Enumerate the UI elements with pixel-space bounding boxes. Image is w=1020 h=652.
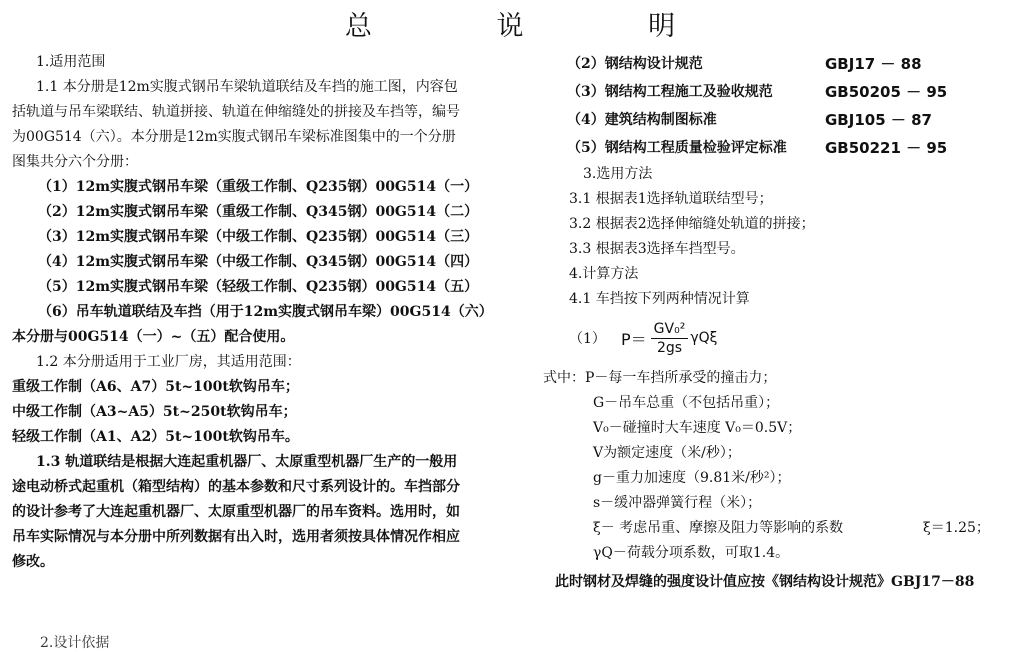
formula-factors: γQξ (690, 330, 718, 346)
paragraph-1-3-line: 修改。 (12, 554, 54, 570)
standard-name: （4）建筑结构制图标准 (567, 112, 717, 128)
volume-list-item: （6）吊车轨道联结及车挡（用于12m实腹式钢吊车梁）00G514（六） (38, 304, 493, 320)
paragraph-1-1-line: 1.1 本分册是12m实腹式钢吊车梁轨道联结及车挡的施工图，内容包 (36, 79, 458, 95)
volume-list-item: （4）12m实腹式钢吊车梁（中级工作制、Q345钢）00G514（四） (38, 254, 479, 270)
paragraph-1-1-line: 图集共分六个分册： (12, 154, 138, 170)
paragraph-1-3-line: 吊车实际情况与本分册中所列数据有出入时，选用者须按具体情况作相应 (12, 529, 460, 545)
variable-definition: V₀－碰撞时大车速度 V₀＝0.5V； (593, 420, 802, 436)
range-item: 重级工作制（A6、A7）5t~100t软钩吊车； (12, 379, 299, 395)
formula-numerator: GV₀² (651, 320, 689, 339)
volume-list-item: （2）12m实腹式钢吊车梁（重级工作制、Q345钢）00G514（二） (38, 204, 479, 220)
impact-formula (555, 314, 1015, 362)
section-4-heading: 4.计算方法 (569, 266, 639, 282)
paragraph-1-1-line: 为00G514（六）。本分册是12m实腹式钢吊车梁标准图集中的一个分册 (12, 129, 456, 145)
standard-row (555, 50, 1015, 78)
xi-value: ξ＝1.25； (923, 520, 990, 536)
variable-definition: G－吊车总重（不包括吊重）； (593, 395, 780, 411)
range-item: 中级工作制（A3~A5）5t~250t软钩吊车； (12, 404, 297, 420)
standard-row (555, 134, 1015, 162)
formula-number: （1） (569, 331, 606, 347)
volume-list-item: （1）12m实腹式钢吊车梁（重级工作制、Q235钢）00G514（一） (38, 179, 479, 195)
section-1-heading: 1.适用范围 (36, 54, 106, 70)
variable-definition: s－缓冲器弹簧行程（米）； (593, 495, 762, 511)
use-with-note: 本分册与00G514（一）~（五）配合使用。 (12, 329, 295, 345)
section-3-heading: 3.选用方法 (583, 166, 653, 182)
xi-definition (555, 516, 1015, 541)
right-column (543, 50, 1015, 595)
formula-lhs: P＝ (621, 329, 647, 349)
standard-code: GB50205 － 95 (825, 83, 948, 101)
left-column (12, 50, 512, 575)
standard-code: GBJ105 － 87 (825, 111, 932, 129)
paragraph-1-3-line: 的设计参考了大连起重机器厂、太原重型机器厂的吊车资料。选用时，如 (12, 504, 460, 520)
paragraph-1-2: 1.2 本分册适用于工业厂房，其适用范围： (36, 354, 301, 370)
volume-list-item: （3）12m实腹式钢吊车梁（中级工作制、Q235钢）00G514（三） (38, 229, 479, 245)
formula-fraction (651, 320, 689, 357)
gamma-definition: γQ－荷载分项系数，可取1.4。 (593, 545, 790, 561)
select-step: 3.2 根据表2选择伸缩缝处轨道的拼接； (569, 216, 815, 232)
paragraph-1-3-line: 途电动桥式起重机（箱型结构）的基本参数和尺寸系列设计的。车挡部分 (12, 479, 460, 495)
standard-code: GB50221 － 95 (825, 139, 948, 157)
standard-name: （3）钢结构工程施工及验收规范 (567, 84, 773, 100)
standard-name: （5）钢结构工程质量检验评定标准 (567, 140, 787, 156)
where-lead: 式中：P－每一车挡所承受的撞击力； (543, 370, 777, 386)
range-item: 轻级工作制（A1、A2）5t~100t软钩吊车。 (12, 429, 299, 445)
paragraph-1-1-line: 括轨道与吊车梁联结、轨道拼接、轨道在伸缩缝处的拼接及车挡等，编号 (12, 104, 460, 120)
page-title: 总 说 明 (344, 11, 734, 42)
select-step: 3.1 根据表1选择轨道联结型号； (569, 191, 773, 207)
standard-row (555, 78, 1015, 106)
standard-row (555, 106, 1015, 134)
formula-denominator: 2gs (656, 339, 683, 356)
closing-line: 此时钢材及焊缝的强度设计值应按《钢结构设计规范》GBJ17－88 (555, 574, 975, 590)
volume-list-item: （5）12m实腹式钢吊车梁（轻级工作制、Q235钢）00G514（五） (38, 279, 479, 295)
paragraph-1-3-line: 1.3 轨道联结是根据大连起重机器厂、太原重型机器厂生产的一般用 (36, 454, 458, 470)
paragraph-4-1: 4.1 车挡按下列两种情况计算 (569, 291, 750, 307)
select-step: 3.3 根据表3选择车挡型号。 (569, 241, 745, 257)
xi-text: ξ－ 考虑吊重、摩擦及阻力等影响的系数 (593, 520, 844, 536)
standard-code: GBJ17 － 88 (825, 55, 922, 73)
standard-name: （2）钢结构设计规范 (567, 56, 703, 72)
section-2-heading-cut: 2.设计依据 (40, 635, 110, 651)
variable-definition: V为额定速度（米/秒）； (593, 445, 741, 461)
variable-definition: g－重力加速度（9.81米/秒²）； (593, 470, 791, 486)
